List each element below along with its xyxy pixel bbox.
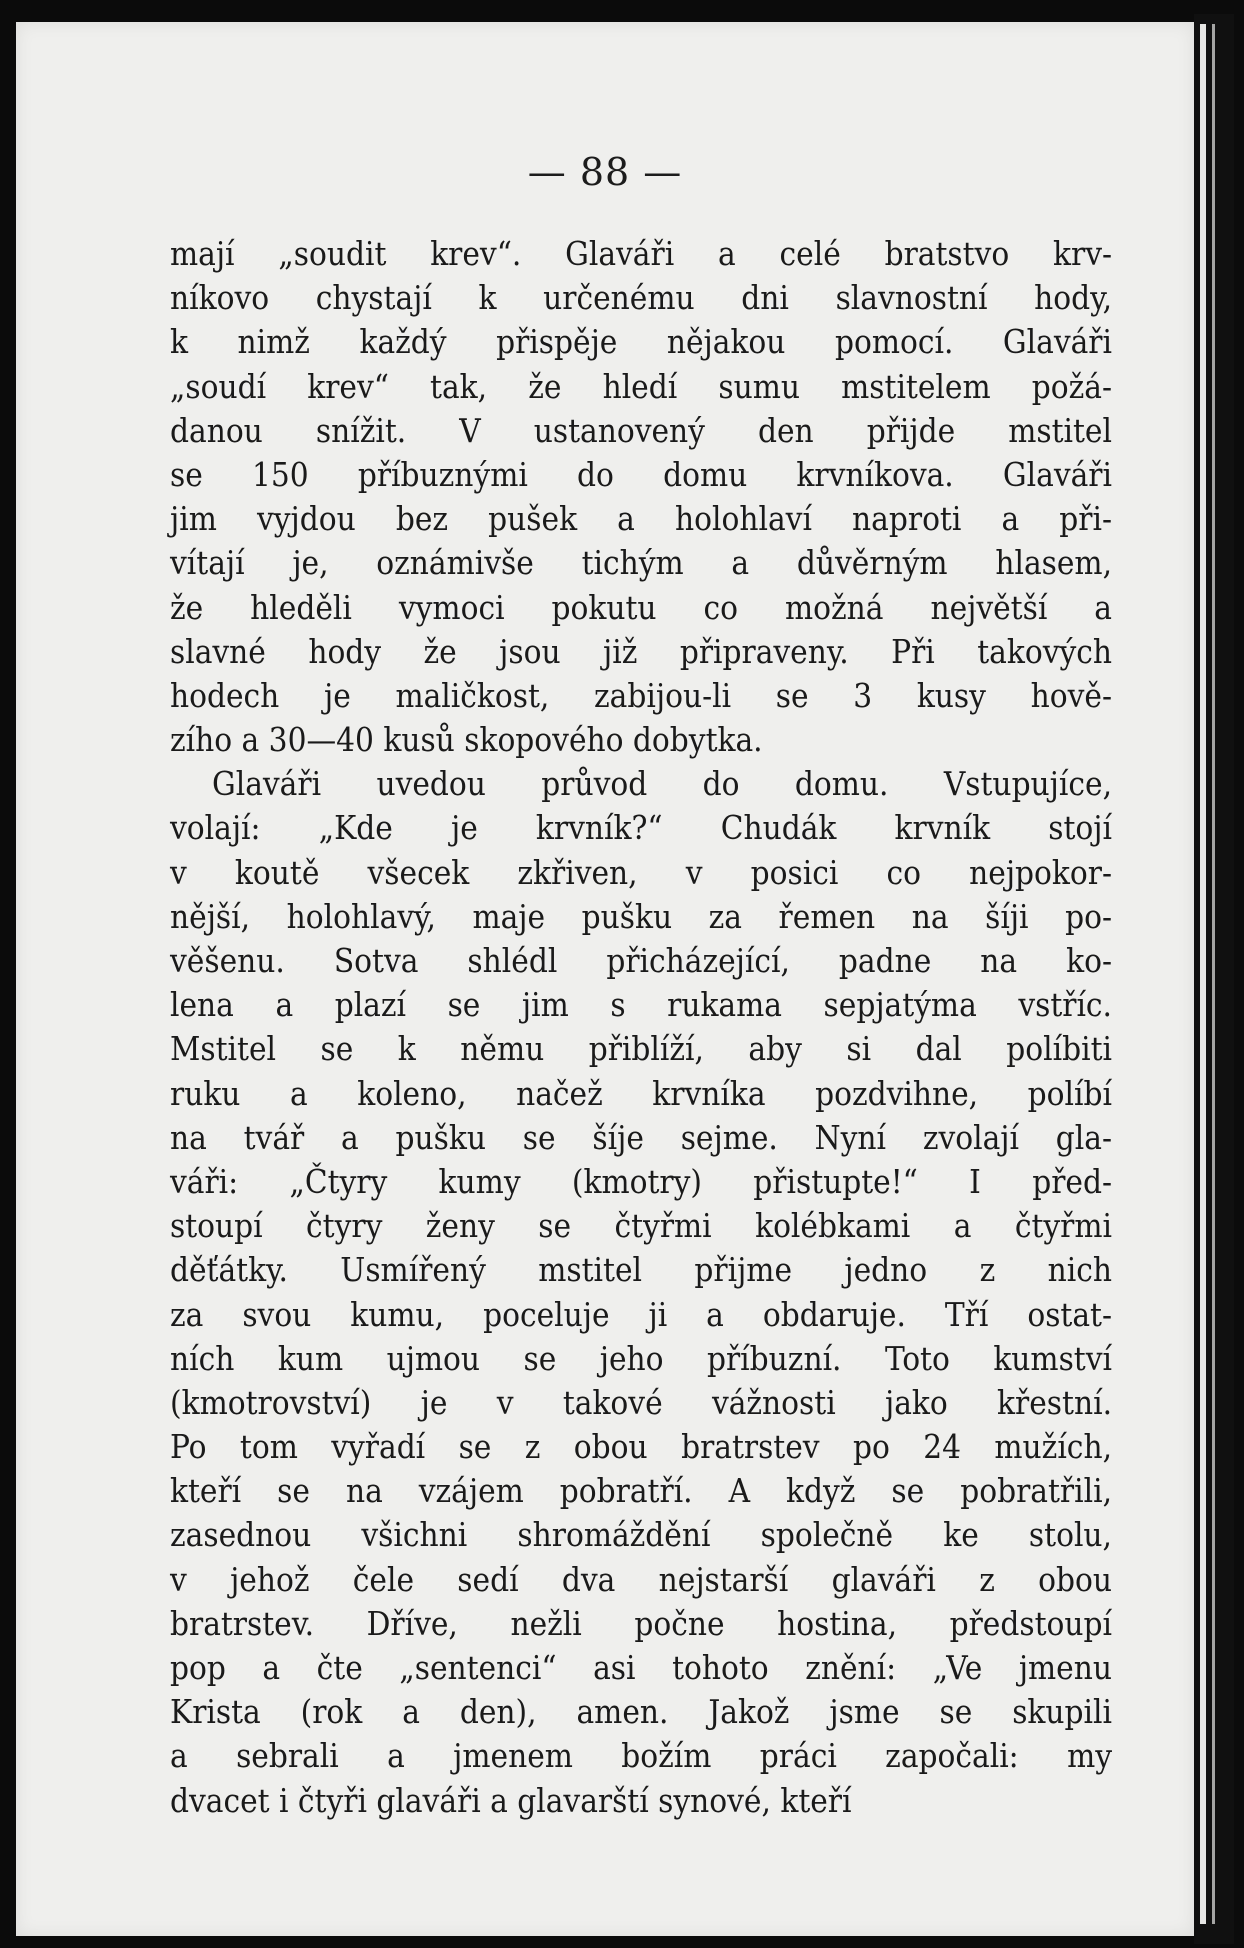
text-line: Mstitel se k němu přiblíží, aby si dal políbiti	[170, 1029, 1112, 1069]
text-line: (kmotrovství) je v takové vážnosti jako křestní.	[170, 1382, 1112, 1422]
page-edge-strip	[1212, 24, 1215, 1924]
text-line: děťátky. Usmířený mstitel přijme jedno z nich	[170, 1250, 1112, 1290]
text-line: a sebrali a jmenem božím práci započali: my	[170, 1736, 1112, 1776]
scan-border-right	[1194, 14, 1234, 1944]
text-line: vítají je, oznámivše tichým a důvěrným hlasem,	[170, 543, 1112, 583]
text-line: se 150 příbuznými do domu krvníkova. Glaváři	[170, 454, 1112, 494]
text-line: ruku a koleno, načež krvníka pozdvihne, políbí	[170, 1073, 1112, 1113]
text-line: k nimž každý přispěje nějakou pomocí. Glaváři	[170, 322, 1112, 362]
text-line: věšenu. Sotva shlédl přicházející, padne na ko-	[170, 941, 1112, 980]
text-line: mají „soudit krev“. Glaváři a celé bratstvo krv-	[170, 234, 1112, 273]
text-line: „soudí krev“ tak, že hledí sumu mstitelem požá-	[170, 366, 1112, 406]
body-text	[170, 232, 1112, 1823]
text-line: níkovo chystají k určenému dni slavnostní hody,	[170, 278, 1112, 318]
text-line: bratrstev. Dříve, nežli počne hostina, předstoupí	[170, 1603, 1112, 1643]
text-line: hodech je maličkost, zabijou-li se 3 kusy hově-	[170, 675, 1112, 715]
text-line: danou snížit. V ustanovený den přijde mstitel	[170, 410, 1112, 450]
text-line: v jehož čele sedí dva nejstarší glaváři z obou	[170, 1559, 1112, 1599]
text-line: jim vyjdou bez pušek a holohlaví naproti a při-	[170, 499, 1112, 539]
text-line: slavné hody že jsou již připraveny. Při takových	[170, 631, 1112, 671]
text-line: že hleděli vymoci pokutu co možná největší a	[170, 587, 1112, 627]
text-line: lena a plazí se jim s rukama sepjatýma vstříc.	[170, 985, 1112, 1025]
text-line: za svou kumu, poceluje ji a obdaruje. Tří ostat-	[170, 1294, 1112, 1334]
text-line: Glaváři uvedou průvod do domu. Vstupujíce,	[212, 764, 1112, 804]
text-line: kteří se na vzájem pobratří. A když se pobratřili,	[170, 1471, 1112, 1511]
text-line: v koutě všecek zkřiven, v posici co nejpokor-	[170, 852, 1112, 892]
text-line: dvacet i čtyři glaváři a glavarští synové, kteří	[170, 1780, 852, 1820]
text-line: Po tom vyřadí se z obou bratrstev po 24 mužích,	[170, 1427, 1112, 1467]
text-line: nější, holohlavý, maje pušku za řemen na šíji po-	[170, 896, 1112, 936]
text-line: volají: „Kde je krvník?“ Chudák krvník stojí	[170, 808, 1112, 848]
text-line: váři: „Čtyry kumy (kmotry) přistupte!“ I před-	[170, 1161, 1112, 1201]
page-number: — 88 —	[527, 150, 683, 194]
text-line: zasednou všichni shromáždění společně ke stolu,	[170, 1515, 1112, 1555]
text-line: pop a čte „sentenci“ asi tohoto znění: „Ve jmenu	[170, 1648, 1112, 1687]
page-edge-strip	[1200, 24, 1206, 1924]
text-line: na tvář a pušku se šíje sejme. Nyní zvolají gla-	[170, 1117, 1112, 1157]
text-line: Krista (rok a den), amen. Jakož jsme se skupili	[170, 1692, 1112, 1732]
text-line: ních kum ujmou se jeho příbuzní. Toto kumství	[170, 1338, 1112, 1378]
text-line: stoupí čtyry ženy se čtyřmi kolébkami a čtyřmi	[170, 1206, 1112, 1246]
text-line: zího a 30—40 kusů skopového dobytka.	[170, 720, 763, 760]
